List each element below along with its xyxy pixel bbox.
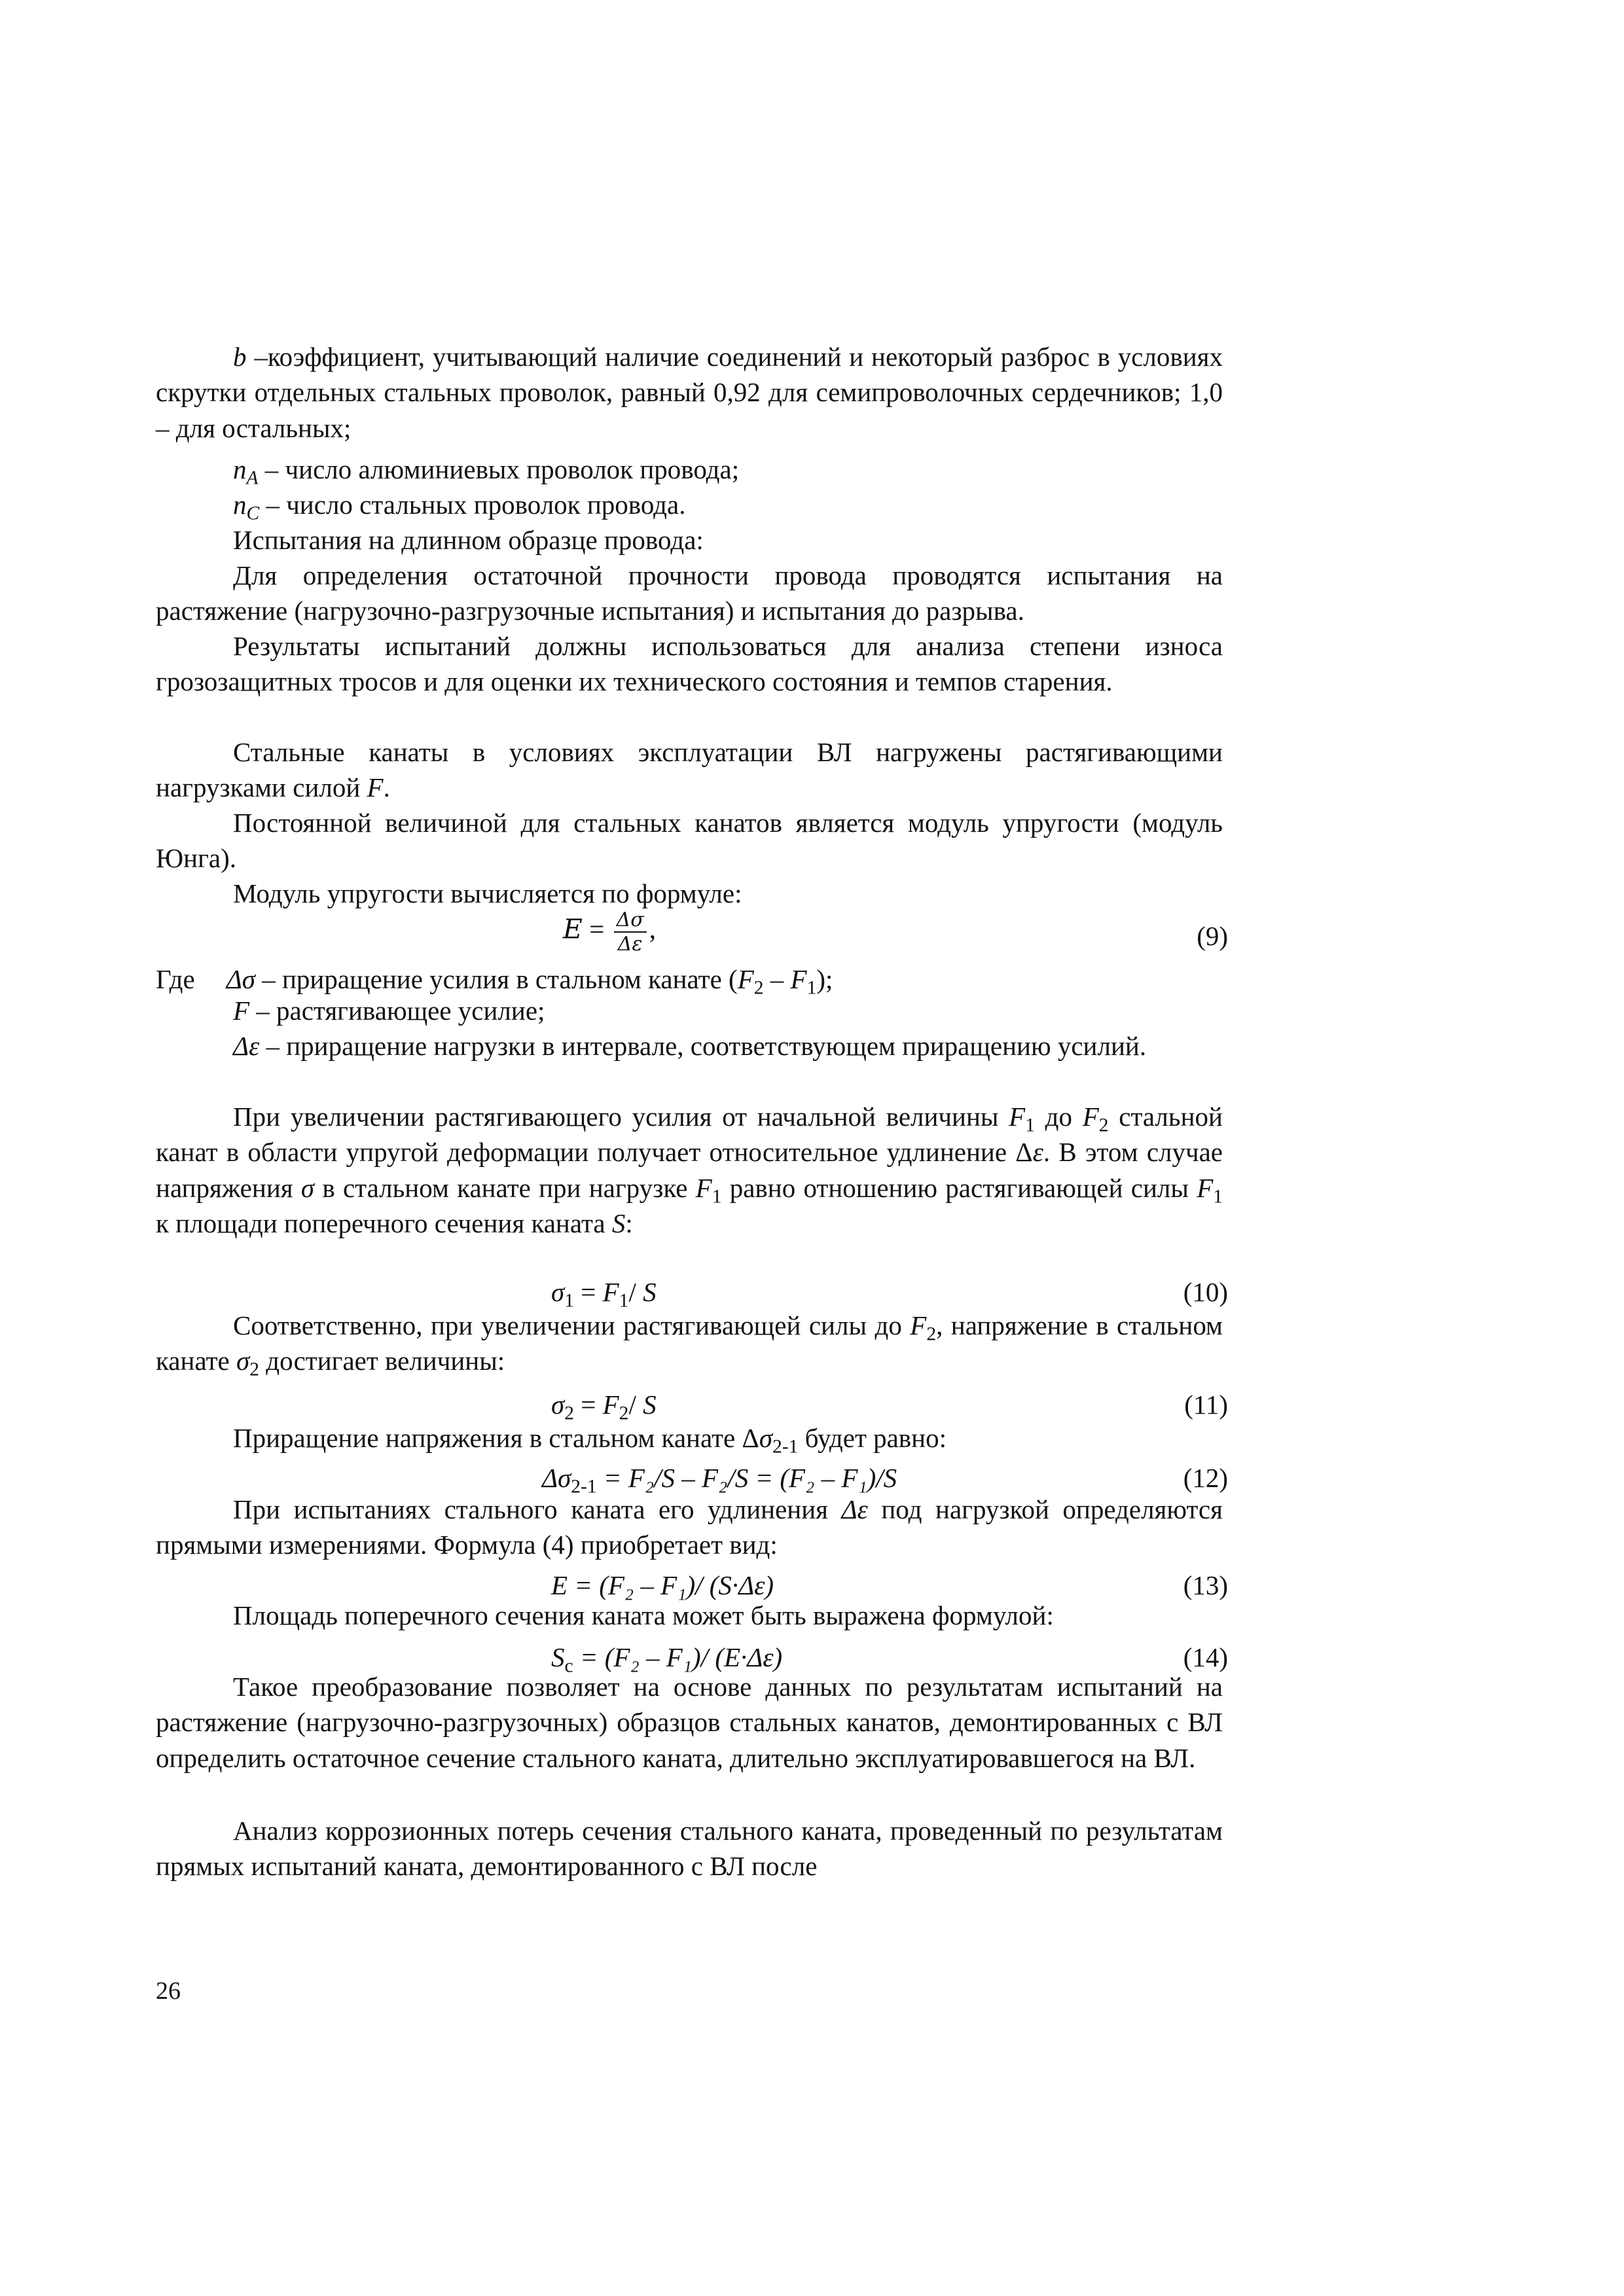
cables-text: Стальные канаты в условиях эксплуатации ВЛ нагружены растягивающими нагрузками силой [156, 737, 1223, 803]
deps-text: – приращение нагрузки в интервале, соответствующем приращению усилий. [259, 1031, 1147, 1061]
eq10-sigma: σ [551, 1277, 565, 1307]
paragraph-modulus-intro: Модуль упругости вычисляется по формуле: [233, 878, 742, 908]
paragraph-transformation: Такое преобразование позволяет на основе данных по результатам испытаний на растяжение (нагрузочно-разгрузочных) образцов стальных канатов, демонтированных с ВЛ определить остаточное сечение стального каната, длительно эксплуатировавшегося на ВЛ. [156, 1672, 1223, 1773]
accordingly-sigma-sub: 2 [249, 1359, 259, 1380]
na-dash: – [258, 454, 285, 484]
eq9-lhs: E [563, 913, 583, 945]
increase-f2: F [1082, 1102, 1099, 1132]
increase-t2: до [1034, 1102, 1083, 1132]
paragraph-accordingly [156, 1308, 1223, 1379]
increase-f1-sub: 1 [1025, 1115, 1035, 1136]
eq11-equals: = [574, 1390, 603, 1420]
b-definition: –коэффициент, учитывающий наличие соединений и некоторый разброс в условиях скрутки отдельных стальных проволок, равный 0,92 для семипроволочных сердечников; 1,0 – для остальных; [156, 342, 1223, 443]
equation-11-number: (11) [1184, 1390, 1228, 1420]
dsigma-f1: F [790, 964, 807, 994]
page-number: 26 [156, 1977, 181, 2005]
accordingly-f: F [910, 1310, 927, 1340]
eq9-equals: = [582, 914, 611, 944]
increase-t3: стальной канат в области упругой деформации получает относительное удлинение Δ [156, 1102, 1223, 1168]
eq10-f-sub: 1 [619, 1290, 629, 1312]
paragraph-na [156, 452, 1223, 487]
nc-dash: – [259, 490, 287, 520]
dsigma-f1-sub: 1 [806, 977, 817, 999]
where-label: Где [156, 964, 195, 994]
increase-eps: ε [1032, 1137, 1043, 1168]
where-dsigma-line [156, 964, 1223, 999]
paragraph-young-modulus: Постоянной величиной для стальных канатов является модуль упругости (модуль Юнга). [156, 808, 1223, 874]
paragraph-tests-title: Испытания на длинном образце провода: [233, 525, 704, 555]
dsigma-text: – приращение усилия в стальном канате ( [255, 964, 738, 994]
eq9-comma: , [649, 914, 656, 944]
eq14-formula: = (F₂ – F₁)/ (E·Δε) [573, 1642, 783, 1672]
equation-10 [551, 1277, 657, 1312]
accordingly-t1: Соответственно, при увеличении растягивающей силы до [233, 1310, 911, 1340]
paragraph-tests-steel [156, 1492, 1223, 1563]
eq12-dsigma-sub: 2-1 [571, 1476, 597, 1498]
eq9-denominator: Δε [617, 932, 643, 956]
paragraph-increment [156, 1420, 1223, 1456]
dsigma-end: ); [816, 964, 833, 994]
equation-10-number: (10) [1183, 1277, 1228, 1307]
paragraph-analysis: Анализ коррозионных потерь сечения стального каната, проведенный по результатам прямых испытаний каната, демонтированного с ВЛ после [156, 1816, 1223, 1882]
accordingly-sigma: σ [236, 1346, 250, 1376]
eq11-sigma-sub: 2 [564, 1403, 574, 1424]
var-nc-sub: C [246, 503, 260, 524]
eq9-numerator: Δσ [614, 910, 647, 933]
where-f-line [156, 993, 1223, 1028]
equation-12-number: (12) [1183, 1463, 1228, 1493]
nc-definition: число стальных проволок провода. [286, 490, 686, 520]
accordingly-t3: достигает величины: [259, 1346, 505, 1376]
increase-t8: : [625, 1208, 633, 1239]
eq11-slash: / [628, 1390, 643, 1420]
paragraph-cables [156, 734, 1223, 806]
accordingly-f-sub: 2 [926, 1323, 937, 1345]
eq12-dsigma: Δσ [542, 1463, 571, 1493]
equation-11 [551, 1390, 657, 1424]
equation-14 [551, 1642, 783, 1677]
increment-sigma: σ [759, 1423, 773, 1453]
f-text: – растягивающее усилие; [249, 996, 545, 1026]
increase-t6: равно отношению растягивающей силы [721, 1172, 1197, 1203]
var-na: n [233, 454, 247, 484]
deps-symbol: Δε [233, 1031, 260, 1061]
increase-s: S [611, 1208, 626, 1239]
eq11-f-sub: 2 [619, 1403, 629, 1424]
paragraph-area: Площадь поперечного сечения каната может быть выражена формулой: [233, 1600, 1054, 1630]
eq10-f: F [602, 1277, 619, 1307]
increase-t7: к площади поперечного сечения каната [156, 1208, 612, 1239]
increase-t5: в стальном канате при нагрузке [314, 1172, 696, 1203]
equation-13 [551, 1572, 774, 1599]
increase-t1: При увеличении растягивающего усилия от начальной величины [233, 1102, 1009, 1132]
eq11-f: F [602, 1390, 619, 1420]
eq14-s: S [551, 1642, 565, 1672]
equation-9 [563, 910, 656, 954]
equation-9-number: (9) [1197, 921, 1228, 951]
cables-end: . [383, 772, 390, 803]
eq10-equals: = [574, 1277, 603, 1307]
var-nc: n [233, 490, 247, 520]
tests-steel-t2: под нагрузкой определяются прямыми измерениями. Формула (4) приобретает вид: [156, 1494, 1223, 1560]
eq11-s: S [643, 1390, 657, 1420]
increase-f4: F [1197, 1172, 1214, 1203]
paragraph-residual-strength: Для определения остаточной прочности провода проводятся испытания на растяжение (нагрузочно-разгрузочные испытания) и испытания до разрыва. [156, 560, 1223, 626]
paragraph-nc [156, 487, 1223, 522]
f-symbol: F [233, 996, 250, 1026]
dsigma-f2-sub: 2 [753, 977, 764, 999]
tests-steel-deps: Δε [841, 1494, 868, 1524]
dsigma-f2: F [737, 964, 754, 994]
paragraph-results: Результаты испытаний должны использоваться для анализа степени износа грозозащитных тросов и для оценки их технического состояния и темпов старения. [156, 631, 1223, 697]
eq14-s-sub: c [564, 1655, 573, 1677]
increment-sigma-sub: 2-1 [772, 1436, 799, 1458]
increase-f4-sub: 1 [1213, 1186, 1223, 1208]
where-deps-line [156, 1028, 1223, 1064]
var-na-sub: A [246, 467, 259, 489]
increase-f1: F [1009, 1102, 1026, 1132]
eq11-sigma: σ [551, 1390, 565, 1420]
increase-sigma: σ [300, 1172, 315, 1203]
increase-f3: F [695, 1172, 712, 1203]
eq13-formula: E = (F₂ – F₁)/ (S·Δε) [551, 1570, 774, 1600]
eq10-slash: / [628, 1277, 643, 1307]
var-f: F [367, 772, 384, 803]
eq9-fraction [614, 910, 647, 954]
paragraph-b-coefficient [156, 339, 1223, 446]
accordingly-t2: , напряжение в стальном канате [156, 1310, 1223, 1376]
increase-f3-sub: 1 [712, 1186, 722, 1208]
equation-12 [542, 1463, 897, 1498]
increase-f2-sub: 2 [1098, 1115, 1109, 1136]
eq12-formula: = F₂/S – F₂/S = (F₂ – F₁)/S [596, 1463, 897, 1493]
tests-steel-t1: При испытаниях стального каната его удлинения [233, 1494, 842, 1524]
dsigma-symbol: Δσ [226, 964, 255, 994]
eq10-sigma-sub: 1 [564, 1290, 574, 1312]
increment-t2: будет равно: [798, 1423, 947, 1453]
equation-13-number: (13) [1183, 1570, 1228, 1600]
paragraph-increase [156, 1099, 1223, 1242]
var-b: b [233, 342, 247, 372]
eq10-s: S [643, 1277, 657, 1307]
dsigma-minus: – [763, 964, 791, 994]
equation-14-number: (14) [1183, 1642, 1228, 1672]
increment-t1: Приращение напряжения в стальном канате Δ [233, 1423, 759, 1453]
na-definition: число алюминиевых проволок провода; [285, 454, 740, 484]
increase-t4: . В этом случае напряжения [156, 1137, 1223, 1203]
